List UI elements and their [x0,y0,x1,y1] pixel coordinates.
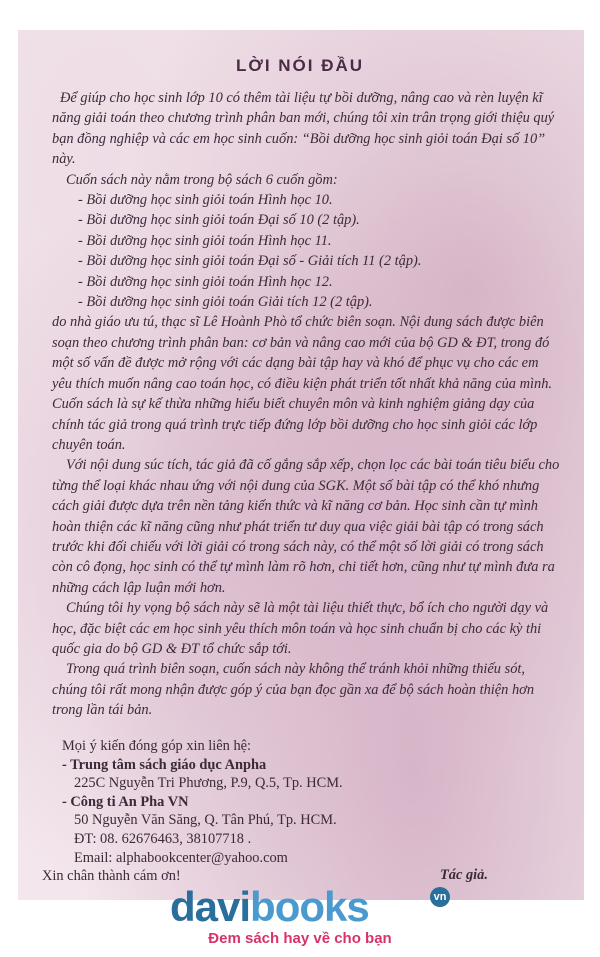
book-list-item: - Bồi dưỡng học sinh giỏi toán Hình học 10. [78,192,333,209]
book-list [52,190,562,312]
logo-part-davi: davi [170,883,251,930]
feedback-paragraph: Trong quá trình biên soạn, cuốn sách này không thể tránh khỏi những thiếu sót, chúng tôi rất mong nhận được góp ý của bạn đọc gần xa để bộ sách hoàn thiện hơn trong lần tái bản. [52,661,535,719]
book-list-item: - Bồi dưỡng học sinh giỏi toán Đại số - Giải tích 11 (2 tập). [78,253,422,270]
org2-name: - Công ti An Pha VN [62,793,189,810]
thanks-line: Xin chân thành cám ơn! [42,868,181,885]
logo-tagline: Đem sách hay về cho bạn [208,930,392,947]
logo-part-books: books [250,883,369,930]
org2-address: 50 Nguyễn Văn Săng, Q. Tân Phú, Tp. HCM. [74,812,337,829]
org1-address: 225C Nguyễn Tri Phương, P.9, Q.5, Tp. HCM. [74,775,343,792]
phone-line: ĐT: 08. 62676463, 38107718 . [74,830,252,847]
page-title: LỜI NÓI ĐẦU [235,56,365,75]
contact-block [42,737,532,886]
book-list-item: - Bồi dưỡng học sinh giỏi toán Giải tích 12 (2 tập). [78,294,373,311]
org1-name: - Trung tâm sách giáo dục Anpha [62,756,267,773]
series-intro: Cuốn sách này nằm trong bộ sách 6 cuốn gồm: [66,171,338,188]
book-list-item: - Bồi dưỡng học sinh giỏi toán Hình học 12. [78,273,333,290]
content-paragraph: Với nội dung súc tích, tác giả đã cố gắng sắp xếp, chọn lọc các bài toán tiêu biểu cho từng thể loại khác nhau ứng với nội dung của SGK. Một số bài tập có thể khó nhưng cách giải được dựa trên nền tảng kiến thức và kĩ năng cơ bản. Học sinh cần tự mình hoàn thiện các kĩ năng cũng như phát triển tư duy qua việc giải bài tập có trong sách trước khi đối chiếu với lời giải có trong sách này, có thể một số lời giải có trong sách còn cô đọng, học sinh có thể tự mình làm rõ hơn, chi tiết hơn, cũng như tự mình đưa ra những cách lập luận mới hơn. [52,457,560,596]
davibooks-logo [170,883,447,930]
author-paragraph: do nhà giáo ưu tú, thạc sĩ Lê Hoành Phò tổ chức biên soạn. Nội dung sách được biên soạn theo chương trình phân ban: cơ bản và nâng cao mới của bộ GD & ĐT, trong đó một số vấn đề được mở rộng với các dạng bài tập hay và khó để phục vụ cho các em yêu thích muốn nâng cao toán học, có điều kiện phát triển tốt nhất khả năng của mình. Cuốn sách là sự kế thừa những hiểu biết chuyên môn và kinh nghiệm giảng dạy của chính tác giả trong quá trình trực tiếp đứng lớp bồi dưỡng cho học sinh giỏi các lớp chuyên toán. [52,314,552,453]
book-list-item: - Bồi dưỡng học sinh giỏi toán Hình học 11. [78,232,332,249]
contact-intro: Mọi ý kiến đóng góp xin liên hệ: [62,738,252,754]
hope-paragraph: Chúng tôi hy vọng bộ sách này sẽ là một tài liệu thiết thực, bổ ích cho người dạy và học, đặc biệt các em học sinh yêu thích môn toán và học sinh chuẩn bị cho các kỳ thi quốc gia do bộ GD & ĐT tổ chức sắp tới. [52,600,549,657]
book-list-item: - Bồi dưỡng học sinh giỏi toán Đại số 10 (2 tập). [78,212,360,229]
logo-badge-vn: vn [430,887,450,907]
email-line: Email: alphabookcenter@yahoo.com [74,849,288,866]
author-signature: Tác giả. [440,867,488,883]
intro-paragraph: Để giúp cho học sinh lớp 10 có thêm tài liệu tự bồi dưỡng, nâng cao và rèn luyện kĩ năng giải toán theo chương trình phân ban mới, chúng tôi xin trân trọng giới thiệu quý bạn đồng nghiệp và các em học sinh cuốn: “Bồi dưỡng học sinh giỏi toán Đại số 10” này. [52,90,555,168]
preface-body [52,88,562,721]
